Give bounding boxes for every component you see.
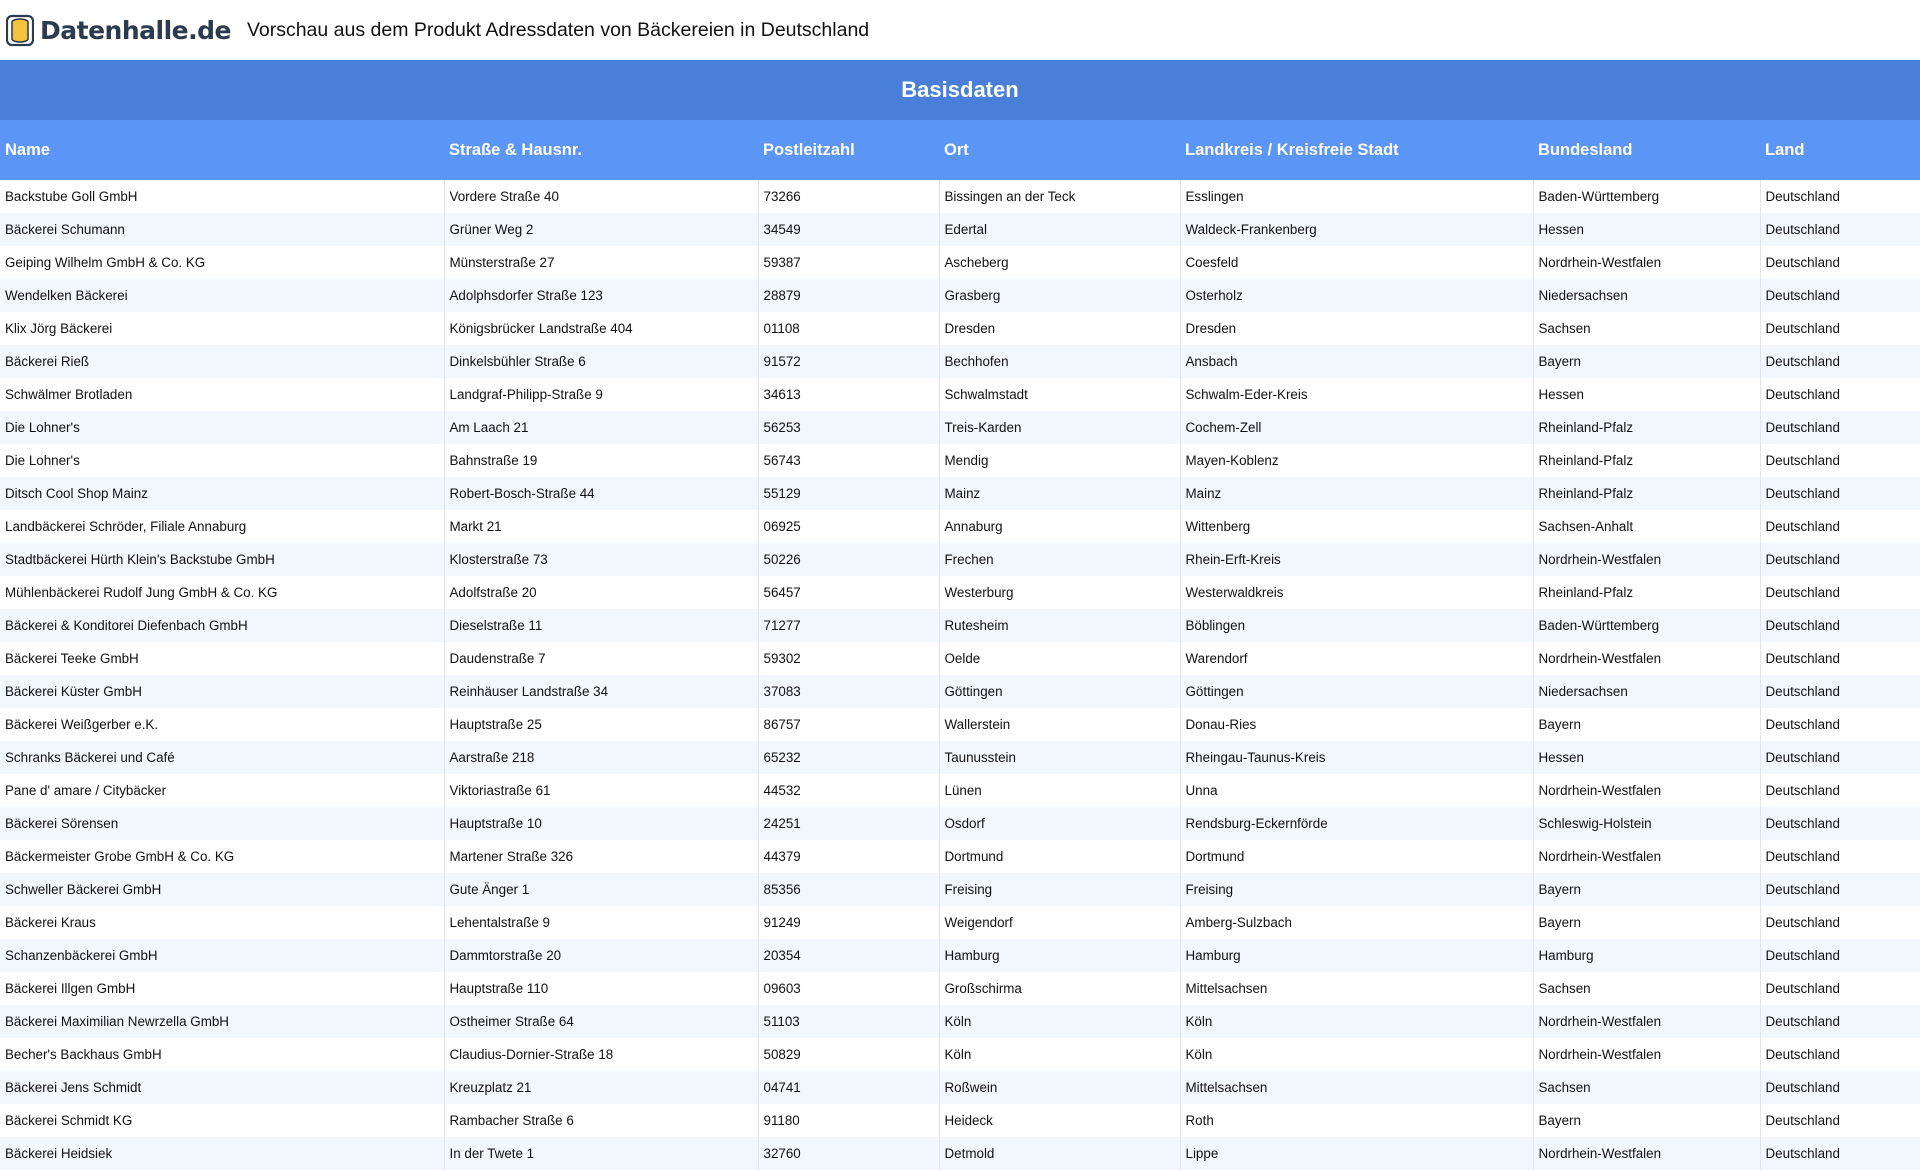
cell-city: Bissingen an der Teck [939,180,1180,213]
table-row[interactable] [0,543,1920,576]
cell-postal-code: 37083 [758,675,939,708]
cell-country: Deutschland [1760,741,1920,774]
table-row[interactable] [0,741,1920,774]
cell-street: In der Twete 1 [444,1137,758,1170]
cell-state: Hessen [1533,213,1760,246]
cell-state: Nordrhein-Westfalen [1533,1038,1760,1071]
cell-country: Deutschland [1760,939,1920,972]
cell-city: Grasberg [939,279,1180,312]
cell-district: Dresden [1180,312,1533,345]
cell-country: Deutschland [1760,477,1920,510]
cell-street: Grüner Weg 2 [444,213,758,246]
cell-postal-code: 91180 [758,1104,939,1137]
table-row[interactable] [0,312,1920,345]
cell-street: Rambacher Straße 6 [444,1104,758,1137]
cell-country: Deutschland [1760,972,1920,1005]
column-header-name[interactable]: Name [0,120,444,180]
table-header-row [0,120,1920,180]
cell-street: Viktoriastraße 61 [444,774,758,807]
cell-postal-code: 55129 [758,477,939,510]
cell-postal-code: 20354 [758,939,939,972]
column-header-street[interactable]: Straße & Hausnr. [444,120,758,180]
cell-district: Dortmund [1180,840,1533,873]
cell-district: Donau-Ries [1180,708,1533,741]
cell-country: Deutschland [1760,708,1920,741]
column-header-district[interactable]: Landkreis / Kreisfreie Stadt [1180,120,1533,180]
cell-state: Nordrhein-Westfalen [1533,642,1760,675]
cell-city: Dortmund [939,840,1180,873]
cell-country: Deutschland [1760,345,1920,378]
cell-city: Osdorf [939,807,1180,840]
cell-state: Baden-Württemberg [1533,609,1760,642]
cell-state: Nordrhein-Westfalen [1533,543,1760,576]
cell-postal-code: 56457 [758,576,939,609]
cell-district: Schwalm-Eder-Kreis [1180,378,1533,411]
table-row[interactable] [0,1071,1920,1104]
cell-name: Ditsch Cool Shop Mainz [0,477,444,510]
cell-city: Edertal [939,213,1180,246]
cell-district: Freising [1180,873,1533,906]
cell-state: Niedersachsen [1533,675,1760,708]
cell-name: Becher's Backhaus GmbH [0,1038,444,1071]
cell-name: Stadtbäckerei Hürth Klein's Backstube GmbH [0,543,444,576]
cell-city: Freising [939,873,1180,906]
cell-name: Bäckerei Schmidt KG [0,1104,444,1137]
cell-street: Dammtorstraße 20 [444,939,758,972]
cell-street: Hauptstraße 110 [444,972,758,1005]
cell-state: Nordrhein-Westfalen [1533,246,1760,279]
cell-postal-code: 34549 [758,213,939,246]
cell-state: Schleswig-Holstein [1533,807,1760,840]
cell-country: Deutschland [1760,840,1920,873]
column-header-city[interactable]: Ort [939,120,1180,180]
cell-name: Schweller Bäckerei GmbH [0,873,444,906]
cell-district: Osterholz [1180,279,1533,312]
cell-street: Dieselstraße 11 [444,609,758,642]
cell-state: Sachsen [1533,1071,1760,1104]
cell-name: Bäckerei Rieß [0,345,444,378]
table-row[interactable] [0,279,1920,312]
cell-postal-code: 91249 [758,906,939,939]
cell-city: Köln [939,1038,1180,1071]
cell-name: Geiping Wilhelm GmbH & Co. KG [0,246,444,279]
cell-country: Deutschland [1760,411,1920,444]
table-body [0,180,1920,1170]
cell-district: Köln [1180,1005,1533,1038]
cell-name: Klix Jörg Bäckerei [0,312,444,345]
cell-district: Warendorf [1180,642,1533,675]
table-row[interactable] [0,1038,1920,1071]
cell-country: Deutschland [1760,180,1920,213]
cell-country: Deutschland [1760,1038,1920,1071]
cell-state: Sachsen [1533,972,1760,1005]
table-row[interactable] [0,444,1920,477]
table-row[interactable] [0,213,1920,246]
cell-city: Köln [939,1005,1180,1038]
logo[interactable] [6,13,231,47]
cell-street: Münsterstraße 27 [444,246,758,279]
cell-district: Esslingen [1180,180,1533,213]
table-row[interactable] [0,906,1920,939]
cell-state: Bayern [1533,708,1760,741]
cell-street: Ostheimer Straße 64 [444,1005,758,1038]
cell-postal-code: 51103 [758,1005,939,1038]
cell-postal-code: 59387 [758,246,939,279]
cell-district: Waldeck-Frankenberg [1180,213,1533,246]
cell-postal-code: 34613 [758,378,939,411]
cell-postal-code: 59302 [758,642,939,675]
cell-district: Cochem-Zell [1180,411,1533,444]
page-title: Vorschau aus dem Produkt Adressdaten von Bäckereien in Deutschland [246,18,870,41]
table-row[interactable] [0,1104,1920,1137]
cell-name: Schranks Bäckerei und Café [0,741,444,774]
cell-city: Rutesheim [939,609,1180,642]
cell-street: Kreuzplatz 21 [444,1071,758,1104]
cell-district: Rheingau-Taunus-Kreis [1180,741,1533,774]
cell-city: Göttingen [939,675,1180,708]
cell-postal-code: 86757 [758,708,939,741]
cell-country: Deutschland [1760,774,1920,807]
cell-postal-code: 50829 [758,1038,939,1071]
cell-name: Bäckerei Maximilian Newrzella GmbH [0,1005,444,1038]
cell-street: Hauptstraße 10 [444,807,758,840]
cell-state: Rheinland-Pfalz [1533,576,1760,609]
cell-name: Bäckerei Küster GmbH [0,675,444,708]
cell-city: Schwalmstadt [939,378,1180,411]
cell-name: Wendelken Bäckerei [0,279,444,312]
cell-street: Robert-Bosch-Straße 44 [444,477,758,510]
cell-city: Annaburg [939,510,1180,543]
cell-country: Deutschland [1760,1005,1920,1038]
cell-state: Hamburg [1533,939,1760,972]
top-bar [0,0,1920,60]
cell-street: Königsbrücker Landstraße 404 [444,312,758,345]
cell-street: Adolphsdorfer Straße 123 [444,279,758,312]
cell-name: Pane d' amare / Citybäcker [0,774,444,807]
cell-postal-code: 56743 [758,444,939,477]
table-row[interactable] [0,774,1920,807]
cell-city: Dresden [939,312,1180,345]
table-row[interactable] [0,345,1920,378]
cell-city: Roßwein [939,1071,1180,1104]
cell-district: Coesfeld [1180,246,1533,279]
cell-state: Nordrhein-Westfalen [1533,840,1760,873]
cell-district: Rendsburg-Eckernförde [1180,807,1533,840]
cell-country: Deutschland [1760,444,1920,477]
cell-city: Treis-Karden [939,411,1180,444]
cell-name: Mühlenbäckerei Rudolf Jung GmbH & Co. KG [0,576,444,609]
cell-name: Schanzenbäckerei GmbH [0,939,444,972]
cell-state: Bayern [1533,1104,1760,1137]
cell-country: Deutschland [1760,543,1920,576]
cell-country: Deutschland [1760,279,1920,312]
cell-city: Oelde [939,642,1180,675]
cell-postal-code: 71277 [758,609,939,642]
cell-city: Westerburg [939,576,1180,609]
cell-state: Rheinland-Pfalz [1533,411,1760,444]
cell-district: Roth [1180,1104,1533,1137]
cell-name: Bäckerei Kraus [0,906,444,939]
cell-state: Niedersachsen [1533,279,1760,312]
table-row[interactable] [0,642,1920,675]
cell-state: Bayern [1533,906,1760,939]
table-row[interactable] [0,477,1920,510]
cell-district: Amberg-Sulzbach [1180,906,1533,939]
cell-district: Unna [1180,774,1533,807]
cell-district: Westerwaldkreis [1180,576,1533,609]
cell-name: Landbäckerei Schröder, Filiale Annaburg [0,510,444,543]
cell-street: Landgraf-Philipp-Straße 9 [444,378,758,411]
cell-street: Claudius-Dornier-Straße 18 [444,1038,758,1071]
cell-street: Dinkelsbühler Straße 6 [444,345,758,378]
cell-city: Taunusstein [939,741,1180,774]
cell-name: Backstube Goll GmbH [0,180,444,213]
table-row[interactable] [0,873,1920,906]
cell-city: Lünen [939,774,1180,807]
cell-postal-code: 44379 [758,840,939,873]
cell-name: Bäckerei & Konditorei Diefenbach GmbH [0,609,444,642]
cell-state: Hessen [1533,378,1760,411]
cell-state: Nordrhein-Westfalen [1533,1137,1760,1170]
cell-district: Köln [1180,1038,1533,1071]
cell-street: Adolfstraße 20 [444,576,758,609]
cell-street: Am Laach 21 [444,411,758,444]
table-row[interactable] [0,840,1920,873]
cell-street: Markt 21 [444,510,758,543]
table-row[interactable] [0,708,1920,741]
cell-country: Deutschland [1760,807,1920,840]
column-header-country[interactable]: Land [1760,120,1920,180]
table-row[interactable] [0,411,1920,444]
cell-postal-code: 28879 [758,279,939,312]
cell-postal-code: 01108 [758,312,939,345]
cell-postal-code: 73266 [758,180,939,213]
cell-street: Bahnstraße 19 [444,444,758,477]
cell-country: Deutschland [1760,213,1920,246]
table-row[interactable] [0,939,1920,972]
cell-postal-code: 65232 [758,741,939,774]
cell-street: Daudenstraße 7 [444,642,758,675]
cell-district: Göttingen [1180,675,1533,708]
cell-postal-code: 09603 [758,972,939,1005]
cell-city: Heideck [939,1104,1180,1137]
cell-state: Rheinland-Pfalz [1533,444,1760,477]
database-icon [6,13,34,47]
cell-postal-code: 91572 [758,345,939,378]
cell-country: Deutschland [1760,1104,1920,1137]
cell-country: Deutschland [1760,1137,1920,1170]
cell-city: Wallerstein [939,708,1180,741]
cell-name: Bäckerei Teeke GmbH [0,642,444,675]
cell-state: Sachsen [1533,312,1760,345]
cell-street: Reinhäuser Landstraße 34 [444,675,758,708]
cell-street: Lehentalstraße 9 [444,906,758,939]
cell-postal-code: 85356 [758,873,939,906]
table-row[interactable] [0,675,1920,708]
cell-postal-code: 06925 [758,510,939,543]
cell-country: Deutschland [1760,576,1920,609]
table-row[interactable] [0,576,1920,609]
cell-country: Deutschland [1760,1071,1920,1104]
cell-name: Die Lohner's [0,411,444,444]
cell-street: Aarstraße 218 [444,741,758,774]
table-row[interactable] [0,807,1920,840]
table-row[interactable] [0,510,1920,543]
cell-state: Sachsen-Anhalt [1533,510,1760,543]
cell-country: Deutschland [1760,246,1920,279]
cell-country: Deutschland [1760,873,1920,906]
cell-city: Detmold [939,1137,1180,1170]
cell-city: Weigendorf [939,906,1180,939]
cell-name: Bäckerei Illgen GmbH [0,972,444,1005]
cell-district: Hamburg [1180,939,1533,972]
data-table [0,120,1920,1170]
cell-name: Schwälmer Brotladen [0,378,444,411]
section-title: Basisdaten [901,77,1019,102]
cell-postal-code: 44532 [758,774,939,807]
cell-city: Ascheberg [939,246,1180,279]
cell-city: Großschirma [939,972,1180,1005]
cell-district: Böblingen [1180,609,1533,642]
cell-name: Bäckerei Heidsiek [0,1137,444,1170]
cell-country: Deutschland [1760,675,1920,708]
table-row[interactable] [0,1137,1920,1170]
cell-district: Mainz [1180,477,1533,510]
column-header-postal-code[interactable]: Postleitzahl [758,120,939,180]
cell-city: Mendig [939,444,1180,477]
section-header [0,60,1920,120]
cell-postal-code: 50226 [758,543,939,576]
cell-name: Bäckermeister Grobe GmbH & Co. KG [0,840,444,873]
cell-country: Deutschland [1760,642,1920,675]
cell-district: Ansbach [1180,345,1533,378]
cell-postal-code: 56253 [758,411,939,444]
cell-country: Deutschland [1760,312,1920,345]
cell-city: Mainz [939,477,1180,510]
cell-district: Wittenberg [1180,510,1533,543]
cell-street: Hauptstraße 25 [444,708,758,741]
logo-text: Datenhalle.de [40,15,231,45]
cell-state: Bayern [1533,873,1760,906]
cell-state: Baden-Württemberg [1533,180,1760,213]
cell-postal-code: 32760 [758,1137,939,1170]
cell-state: Bayern [1533,345,1760,378]
cell-name: Bäckerei Weißgerber e.K. [0,708,444,741]
cell-postal-code: 24251 [758,807,939,840]
column-header-state[interactable]: Bundesland [1533,120,1760,180]
cell-postal-code: 04741 [758,1071,939,1104]
cell-country: Deutschland [1760,510,1920,543]
cell-country: Deutschland [1760,609,1920,642]
cell-country: Deutschland [1760,378,1920,411]
cell-street: Gute Änger 1 [444,873,758,906]
cell-district: Lippe [1180,1137,1533,1170]
cell-street: Klosterstraße 73 [444,543,758,576]
cell-district: Mittelsachsen [1180,1071,1533,1104]
cell-city: Frechen [939,543,1180,576]
cell-name: Bäckerei Sörensen [0,807,444,840]
table-row[interactable] [0,1005,1920,1038]
cell-city: Hamburg [939,939,1180,972]
cell-name: Die Lohner's [0,444,444,477]
cell-state: Hessen [1533,741,1760,774]
table-row[interactable] [0,378,1920,411]
cell-name: Bäckerei Jens Schmidt [0,1071,444,1104]
cell-state: Rheinland-Pfalz [1533,477,1760,510]
table-row[interactable] [0,609,1920,642]
cell-district: Mayen-Koblenz [1180,444,1533,477]
table-row[interactable] [0,972,1920,1005]
cell-state: Nordrhein-Westfalen [1533,1005,1760,1038]
cell-district: Rhein-Erft-Kreis [1180,543,1533,576]
table-row[interactable] [0,246,1920,279]
cell-city: Bechhofen [939,345,1180,378]
cell-name: Bäckerei Schumann [0,213,444,246]
cell-street: Vordere Straße 40 [444,180,758,213]
cell-street: Martener Straße 326 [444,840,758,873]
cell-country: Deutschland [1760,906,1920,939]
cell-district: Mittelsachsen [1180,972,1533,1005]
table-row[interactable] [0,180,1920,213]
cell-state: Nordrhein-Westfalen [1533,774,1760,807]
